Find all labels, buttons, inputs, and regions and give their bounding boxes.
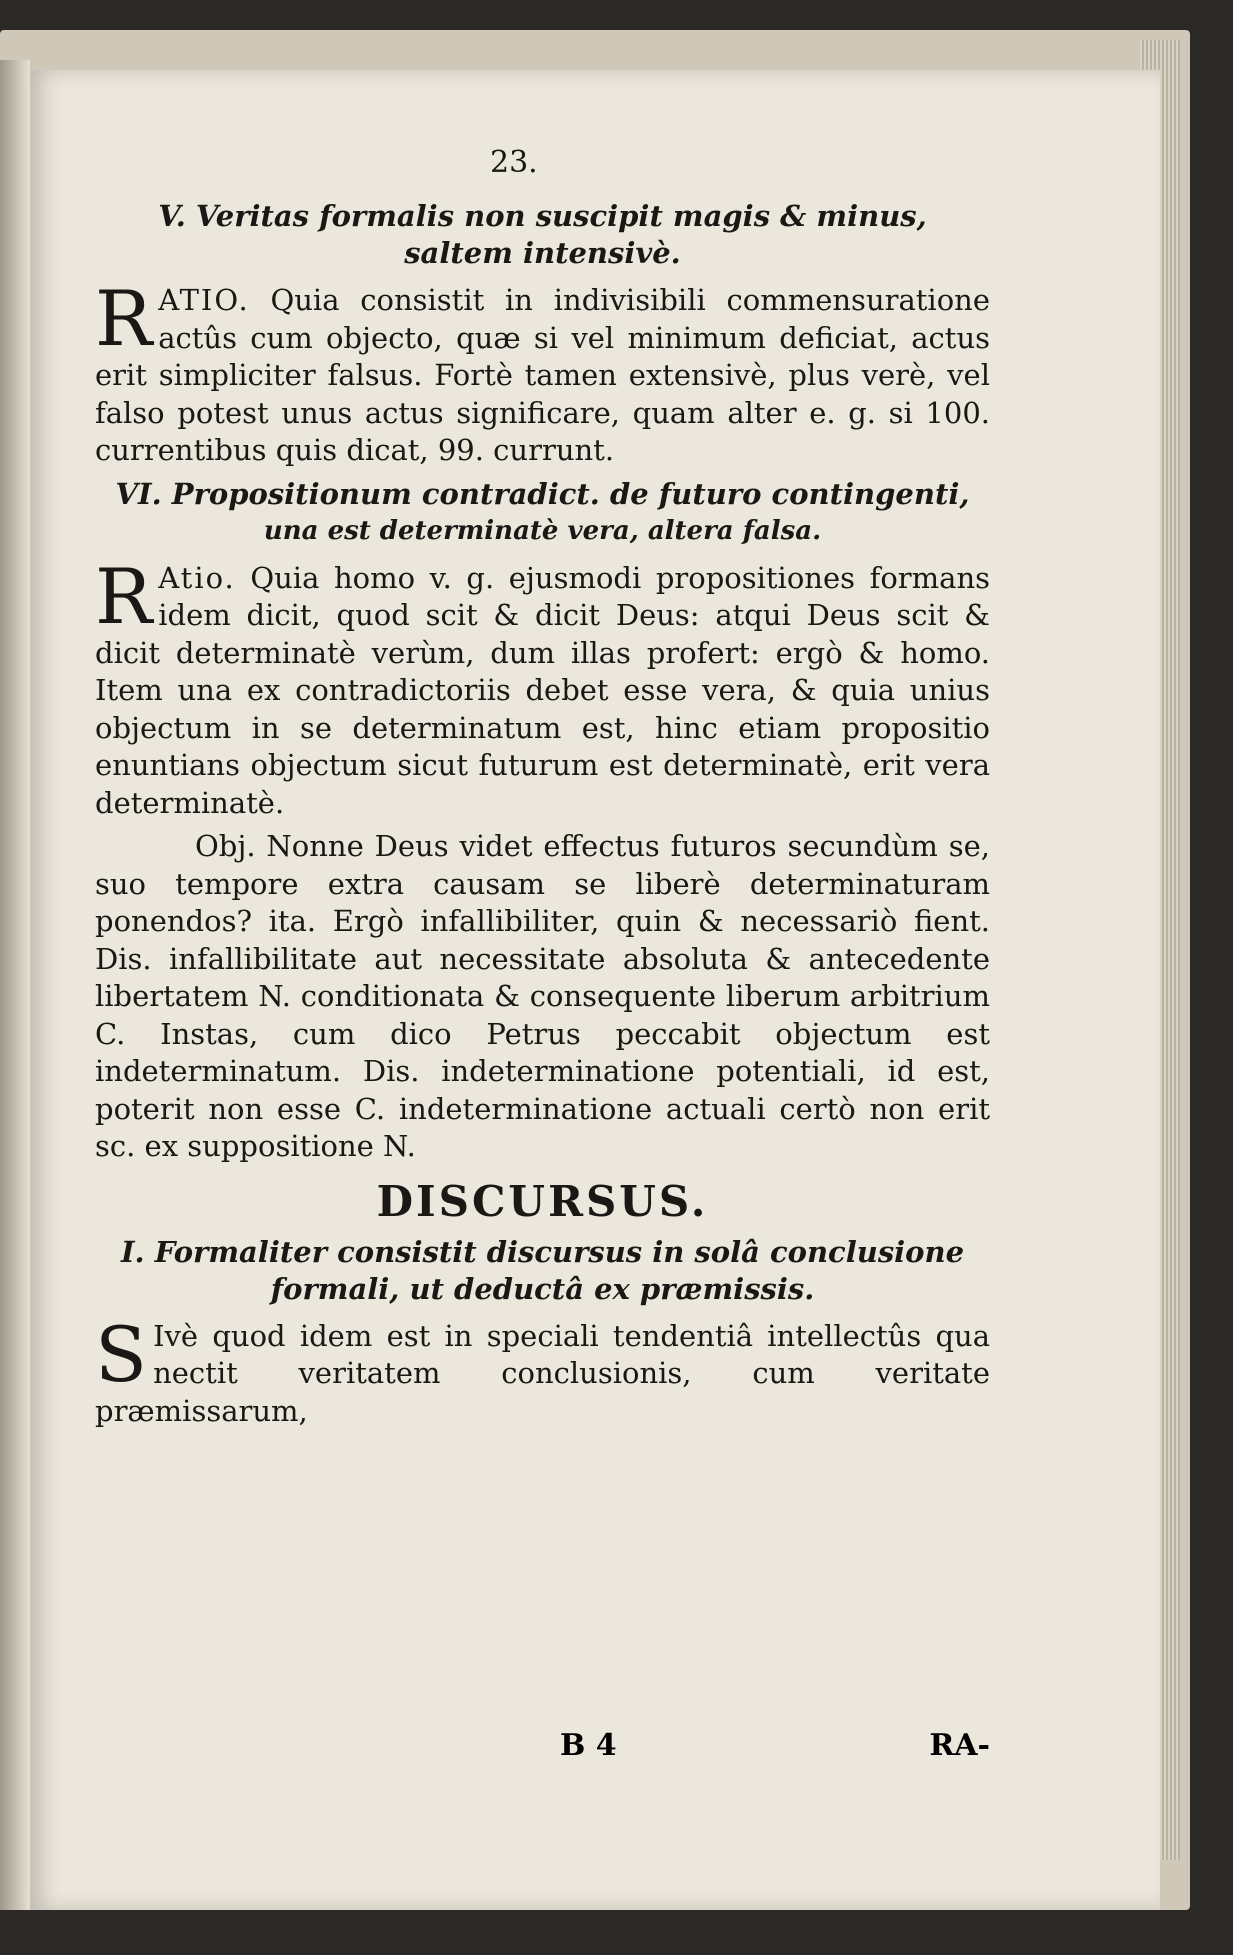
discursus-paragraph bbox=[95, 1309, 990, 1431]
dropcap: S bbox=[95, 1309, 148, 1399]
section-6-heading-line-2: una est determinatè vera, altera falsa. bbox=[263, 515, 822, 546]
page-number: 23. bbox=[490, 145, 538, 180]
objection-paragraph: Obj. Nonne Deus videt effectus futuros secundùm se, suo tempore extra causam se liberè determinaturam ponendos? ita. Ergò infallibiliter, quin & necessariò fient. Dis. infallibilitate aut necessitate absoluta & antecedente libertatem N. conditionata & consequente liberum arbitrium C. Instas, cum dico Petrus peccabit objectum est indeterminatum. Dis. indeterminatione potentiali, id est, poterit non esse C. indeterminatione actuali certò non erit sc. ex suppositione N. bbox=[95, 829, 990, 1163]
dropcap: R bbox=[95, 274, 153, 363]
section-6-paragraph bbox=[95, 551, 990, 823]
discursus-title: DISCURSUS. bbox=[376, 1176, 709, 1226]
section-5-paragraph bbox=[95, 274, 990, 470]
page-content bbox=[95, 198, 990, 1430]
paragraph-text: Quia homo v. g. ejusmodi propositiones formans idem dicit, quod scit & dicit Deus: atqui Deus scit & dicit determinatè verùm, dum illas profert: ergò & homo. Item una ex contradictoriis debet esse vera, & quia unius objectum in se determinatum est, hinc etiam propositio enuntians objectum sicut futurum est determinatè, erit vera determinatè. bbox=[95, 560, 990, 820]
lead-word: Atio. bbox=[158, 560, 236, 595]
discursus-heading-line-2: formali, ut deductâ ex præmissis. bbox=[270, 1271, 815, 1306]
section-6-heading-line-1: VI. Propositionum contradict. de futuro contingenti, bbox=[115, 476, 970, 511]
lead-word: ATIO. bbox=[158, 283, 250, 317]
page-footer bbox=[95, 1728, 990, 1768]
previous-page-strip bbox=[0, 60, 30, 1910]
paragraph-text: Ivè quod idem est in speciali tendentiâ intellectûs qua nectit veritatem conclusionis, cum veritate præmissarum, bbox=[95, 1318, 990, 1428]
signature-mark: B 4 bbox=[560, 1728, 617, 1763]
dropcap: R bbox=[95, 551, 153, 641]
paragraph-text: Quia consistit in indivisibili commensuratione actûs cum objecto, quæ si vel minimum deficiat, actus erit simpliciter falsus. Fortè tamen extensivè, plus verè, vel falso potest unus actus significare, quam alter e. g. si 100. currentibus quis dicat, 99. currunt. bbox=[95, 283, 990, 467]
section-5-heading-line-2: saltem intensivè. bbox=[404, 236, 681, 270]
catchword: RA- bbox=[929, 1728, 990, 1763]
section-5-heading-line-1: V. Veritas formalis non suscipit magis & minus, bbox=[158, 199, 927, 233]
discursus-heading-line-1: I. Formaliter consistit discursus in solâ conclusione bbox=[120, 1234, 965, 1269]
